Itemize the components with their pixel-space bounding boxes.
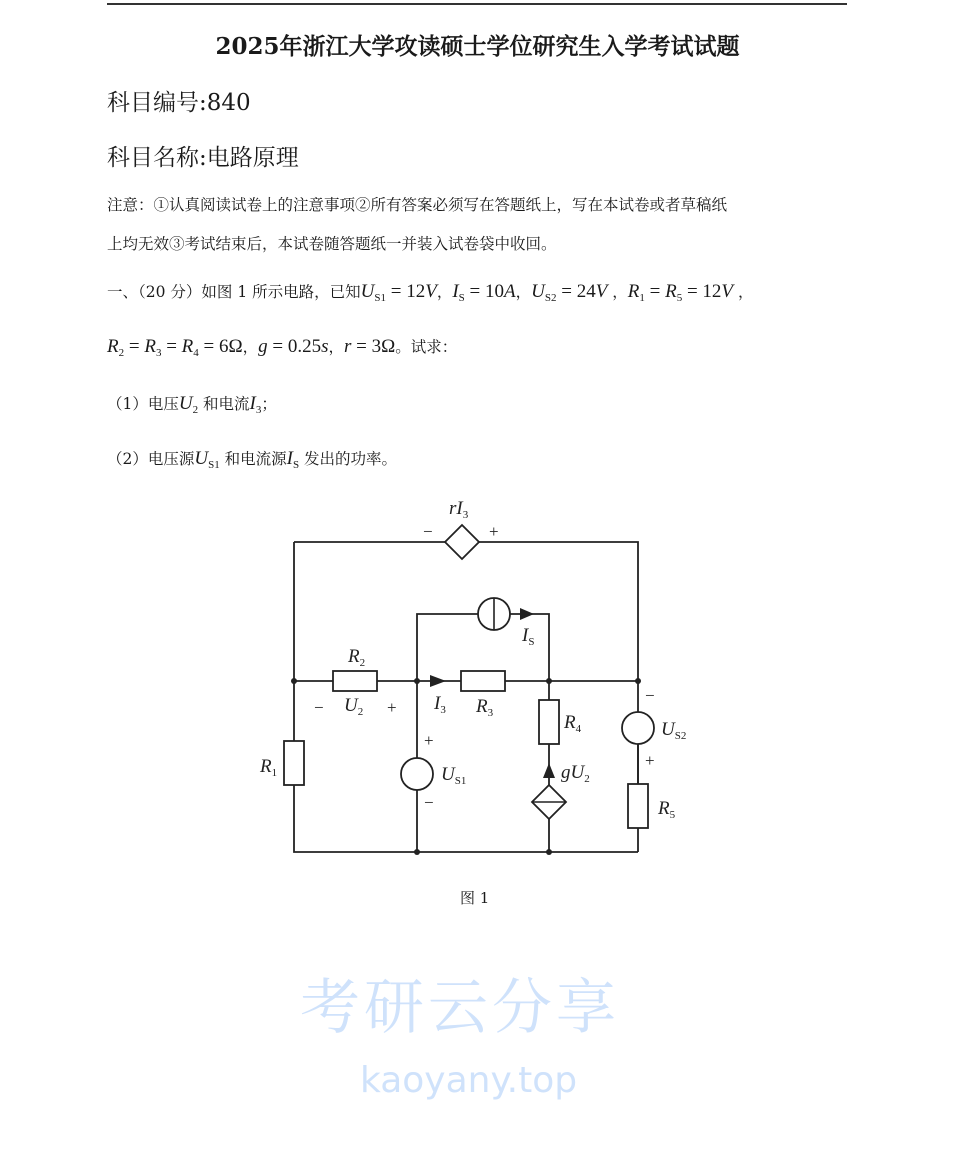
label-is: $I_S$: [522, 625, 535, 648]
notice-line-2: 上均无效③考试结束后，本试卷随答题纸一并装入试卷袋中收回。: [107, 235, 557, 253]
resistor-r3: [461, 671, 505, 691]
exam-title: 2025年浙江大学攻读硕士学位研究生入学考试试题: [215, 33, 740, 60]
segment-text: R: [181, 336, 194, 357]
segment-text: ；: [261, 395, 277, 413]
segment-text: g: [258, 336, 268, 357]
segment-text: R: [144, 336, 156, 357]
segment-text: = 0.25: [267, 336, 322, 357]
subscript: S2: [544, 292, 557, 304]
arrow-i3: [430, 675, 446, 687]
label-gu2: $gU_2$: [561, 762, 590, 785]
subscript: 5: [676, 292, 683, 304]
segment-text: R: [107, 336, 119, 357]
segment-text: =: [161, 336, 182, 357]
resistor-r1: [284, 741, 304, 785]
subscript: S: [293, 459, 300, 471]
segment-text: V: [721, 281, 734, 302]
subject-name: 科目名称:电路原理: [107, 145, 299, 171]
segment-text: U: [194, 448, 209, 469]
label-r2: $R_2$: [348, 646, 366, 669]
resistor-r5: [628, 784, 648, 828]
segment-text: V: [595, 281, 608, 302]
segment-text: ，: [515, 283, 532, 301]
segment-text: U: [178, 393, 193, 414]
segment-text: = 10: [464, 281, 504, 302]
label-r5: $R_5$: [658, 798, 676, 821]
arrow-gu2: [543, 763, 555, 778]
segment-text: 。试求：: [395, 338, 458, 356]
segment-text: ，: [436, 283, 453, 301]
segment-text: = 6Ω: [198, 336, 243, 357]
label-u2: $U_2$: [344, 695, 364, 718]
watermark-url: kaoyany.top: [360, 1060, 578, 1101]
segment-text: 和电流源: [219, 450, 287, 468]
segment-text: 一、（20 分）如图 1 所示电路，已知: [107, 283, 361, 301]
us2-plus: +: [645, 751, 655, 770]
segment-text: ，: [733, 283, 754, 301]
segment-text: ，: [607, 283, 628, 301]
us2-minus: −: [645, 686, 655, 705]
resistor-r4: [539, 700, 559, 744]
voltage-source-us1: [401, 758, 433, 790]
segment-text: U: [360, 281, 375, 302]
segment-text: （2）电压源: [107, 450, 195, 468]
subscript: 4: [193, 347, 199, 359]
segment-text: = 3Ω: [351, 336, 396, 357]
u2-plus: +: [387, 698, 397, 717]
resistor-r2: [333, 671, 377, 691]
ri3-minus: −: [423, 522, 433, 541]
us1-plus: +: [424, 731, 434, 750]
watermark-cn: 考研云分享: [300, 973, 620, 1043]
ccvs-ri3: [445, 525, 479, 559]
segment-text: I: [286, 448, 293, 469]
node: [546, 849, 552, 855]
segment-text: s: [321, 336, 329, 357]
segment-text: V: [425, 281, 437, 302]
segment-text: =: [644, 281, 666, 302]
node: [291, 678, 297, 684]
label-r4: $R_4$: [564, 712, 582, 735]
subscript: 2: [192, 404, 199, 416]
subscript: 3: [255, 404, 262, 416]
segment-text: 和电流: [198, 395, 250, 413]
segment-text: ，: [328, 338, 345, 356]
us1-minus: −: [424, 793, 434, 812]
segment-text: I: [249, 393, 256, 414]
segment-text: =: [124, 336, 145, 357]
ri3-plus: +: [489, 522, 499, 541]
subscript: S: [458, 292, 465, 304]
segment-text: r: [344, 336, 352, 357]
voltage-source-us2: [622, 712, 654, 744]
subscript: S1: [374, 292, 386, 304]
segment-text: （1）电压: [107, 395, 179, 413]
node: [414, 849, 420, 855]
node: [635, 678, 641, 684]
label-us1: $U_{S1}$: [441, 764, 467, 787]
arrow-is: [520, 608, 534, 620]
subscript: 1: [639, 292, 645, 304]
segment-text: 发出的功率。: [299, 450, 398, 468]
node: [414, 678, 420, 684]
segment-text: R: [665, 281, 677, 302]
label-us2: $U_{S2}$: [661, 719, 687, 742]
label-ri3: $rI_3$: [449, 498, 469, 521]
segment-text: ，: [242, 338, 259, 356]
notice-line-1: 注意：①认真阅读试卷上的注意事项②所有答案必须写在答题纸上，写在本试卷或者草稿纸: [107, 196, 728, 214]
u2-minus: −: [314, 698, 324, 717]
figure-caption: 图 1: [460, 889, 490, 907]
label-r3: $R_3$: [476, 696, 494, 719]
subscript: S1: [208, 459, 220, 471]
label-r1: $R_1$: [260, 756, 278, 779]
subscript: 3: [155, 347, 162, 359]
segment-text: U: [531, 281, 545, 302]
segment-text: A: [504, 281, 516, 302]
segment-text: R: [627, 281, 640, 302]
subscript: 2: [118, 347, 125, 359]
segment-text: = 12: [385, 281, 426, 302]
segment-text: I: [452, 281, 459, 302]
segment-text: = 24: [556, 281, 596, 302]
segment-text: = 12: [682, 281, 722, 302]
label-i3: $I_3$: [434, 693, 446, 716]
subject-code: 科目编号:840: [107, 90, 251, 116]
node: [546, 678, 552, 684]
